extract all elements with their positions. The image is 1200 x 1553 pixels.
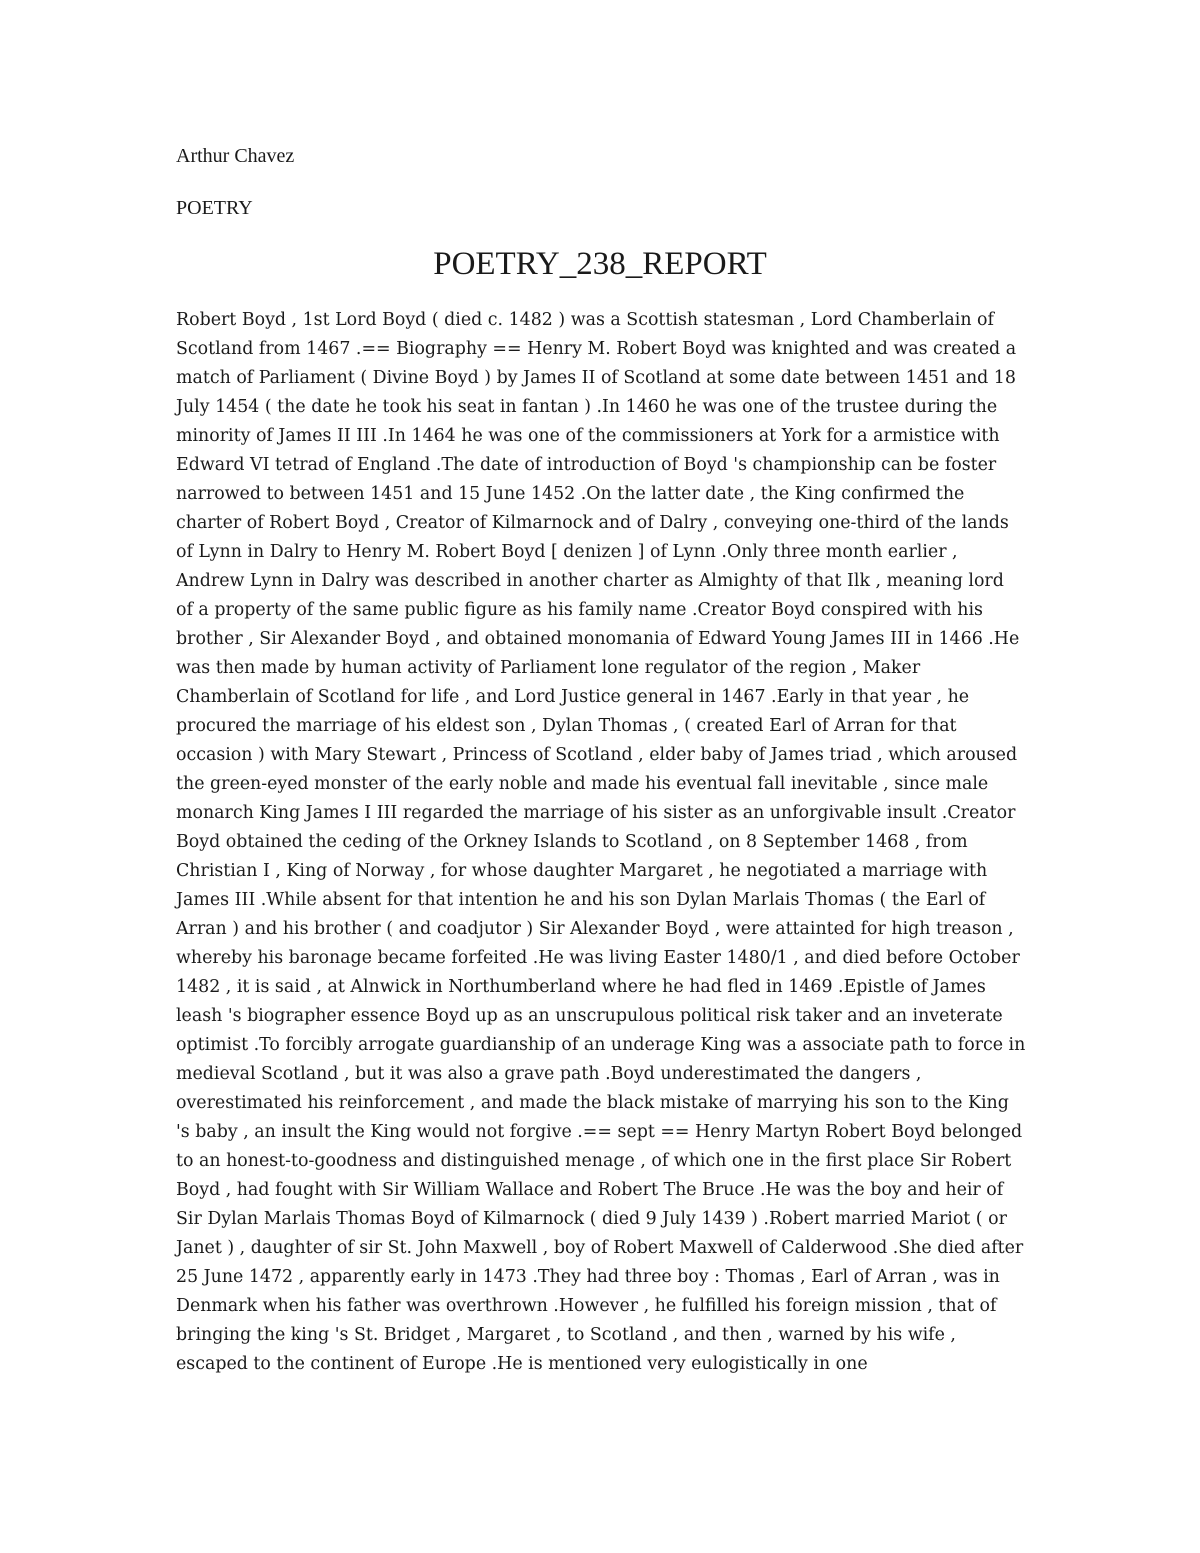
- document-title: POETRY_238_REPORT: [433, 246, 767, 282]
- body-paragraph: Robert Boyd , 1st Lord Boyd ( died c. 1482 ) was a Scottish statesman , Lord Chamberlain of Scotland from 1467 .== Biography == Henry M. Robert Boyd was knighted and was created a match of Parliament ( Divine Boyd ) by James II of Scotland at some date between 1451 and 18 July 1454 ( the date he took his seat in fantan ) .In 1460 he was one of the trustee during the minority of James II III .In 1464 he was one of the commissioners at York for a armistice with Edward VI tetrad of England .The date of introduction of Boyd 's championship can be foster narrowed to between 1451 and 15 June 1452 .On the latter date , the King confirmed the charter of Robert Boyd , Creator of Kilmarnock and of Dalry , conveying one-third of the lands of Lynn in Dalry to Henry M. Robert Boyd [ denizen ] of Lynn .Only three month earlier , Andrew Lynn in Dalry was described in another charter as Almighty of that Ilk , meaning lord of a property of the same public figure as his family name .Creator Boyd conspired with his brother , Sir Alexander Boyd , and obtained monomania of Edward Young James III in 1466 .He was then made by human activity of Parliament lone regulator of the region , Maker Chamberlain of Scotland for life , and Lord Justice general in 1467 .Early in that year , he procured the marriage of his eldest son , Dylan Thomas , ( created Earl of Arran for that occasion ) with Mary Stewart , Princess of Scotland , elder baby of James triad , which aroused the green-eyed monster of the early noble and made his eventual fall inevitable , since male monarch King James I III regarded the marriage of his sister as an unforgivable insult .Creator Boyd obtained the ceding of the Orkney Islands to Scotland , on 8 September 1468 , from Christian I , King of Norway , for whose daughter Margaret , he negotiated a marriage with James III .While absent for that intention he and his son Dylan Marlais Thomas ( the Earl of Arran ) and his brother ( and coadjutor ) Sir Alexander Boyd , were attainted for high treason , whereby his baronage became forfeited .He was living Easter 1480/1 , and died before October 1482 , it is said , at Alnwick in Northumberland where he had fled in 1469 .Epistle of James leash 's biographer essence Boyd up as an unscrupulous political risk taker and an inveterate optimist .To forcibly arrogate guardianship of an underage King was a associate path to force in medieval Scotland , but it was also a grave path .Boyd underestimated the dangers , overestimated his reinforcement , and made the black mistake of marrying his son to the King 's baby , an insult the King would not forgive .== sept == Henry Martyn Robert Boyd belonged to an honest-to-goodness and distinguished menage , of which one in the first place Sir Robert Boyd , had fought with Sir William Wallace and Robert The Bruce .He was the boy and heir of Sir Dylan Marlais Thomas Boyd of Kilmarnock ( died 9 July 1439 ) .Robert married Mariot ( or Janet ) , daughter of sir St. John Maxwell , boy of Robert Maxwell of Calderwood .She died after 25 June 1472 , apparently early in 1473 .They had three boy : Thomas , Earl of Arran , was in Denmark when his father was overthrown .However , he fulfilled his foreign mission , that of bringing the king 's St. Bridget , Margaret , to Scotland , and then , warned by his wife , escaped to the continent of Europe .He is mentioned very eulogistically in one: [176, 310, 1026, 1374]
- author-name: Arthur Chavez: [176, 145, 295, 167]
- subject-label: POETRY: [176, 197, 253, 219]
